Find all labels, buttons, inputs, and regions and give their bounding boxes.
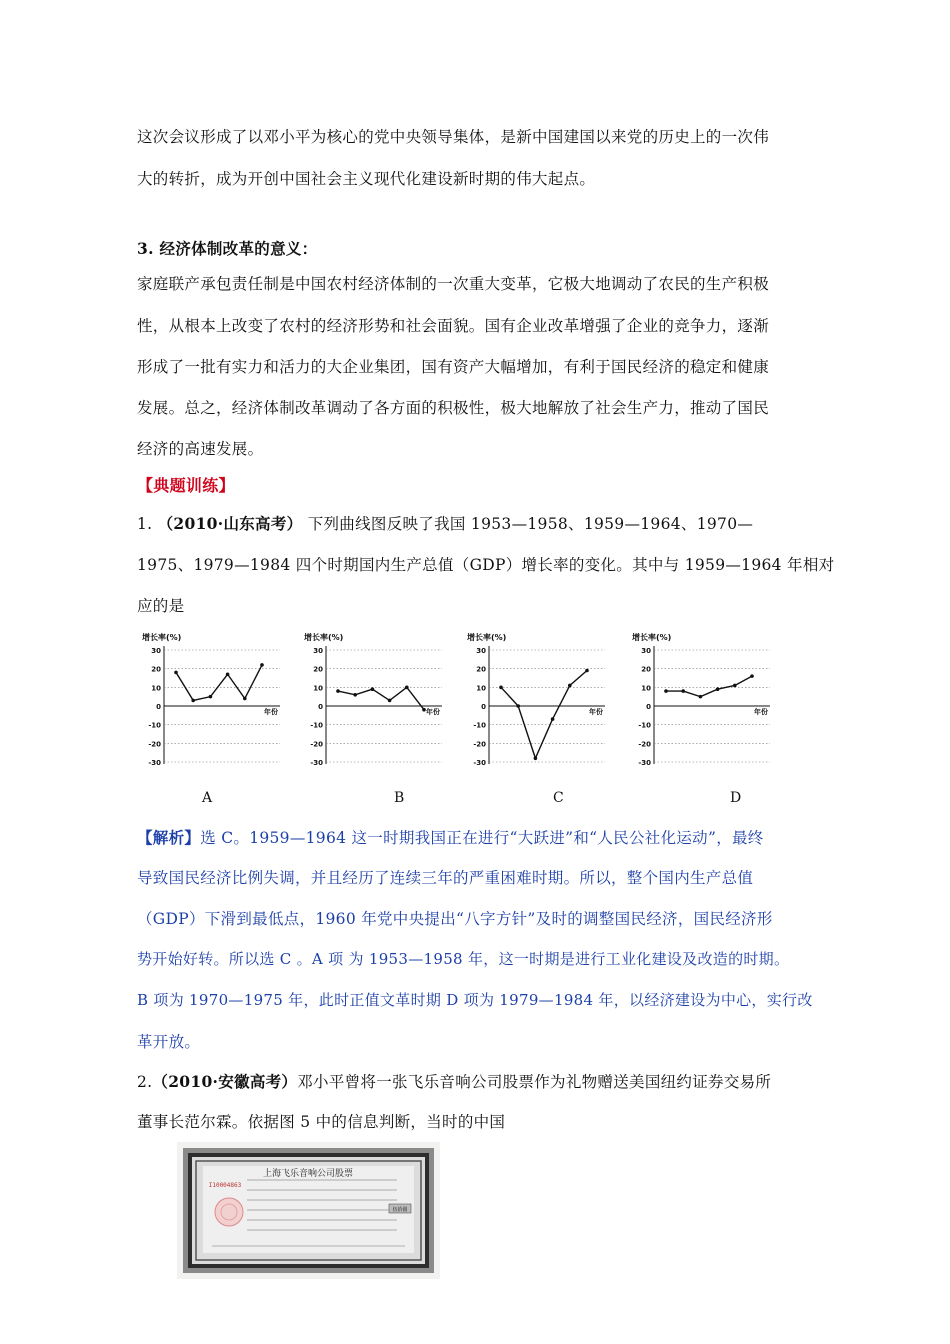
question-source: （2010·安徽高考） xyxy=(152,1072,298,1091)
y-tick-label: 0 xyxy=(481,703,486,711)
data-point xyxy=(699,695,703,699)
analysis-line: 导致国民经济比例失调，并且经历了连续三年的严重困难时期。所以，整个国内生产总值 xyxy=(137,869,754,887)
y-tick-label: -10 xyxy=(638,721,651,730)
y-tick-label: 0 xyxy=(318,703,323,711)
y-tick-label: 10 xyxy=(476,684,486,693)
question-text: 邓小平曾将一张飞乐音响公司股票作为礼物赠送美国纽约证券交易所 xyxy=(297,1073,772,1091)
y-tick-label: 30 xyxy=(313,647,323,655)
y-tick-label: 10 xyxy=(641,684,651,693)
x-axis-label: 年份 xyxy=(589,708,603,716)
data-point xyxy=(733,684,737,688)
chart-d xyxy=(630,628,780,768)
data-point xyxy=(750,674,754,678)
question-2-line: 董事长范尔霖。依据图 5 中的信息判断，当时的中国 xyxy=(137,1113,506,1131)
chart-c xyxy=(465,628,615,768)
series-line xyxy=(176,665,262,700)
stock-title: 上海飞乐音响公司股票 xyxy=(262,1169,354,1179)
data-point xyxy=(716,687,720,691)
stock-serial: I10004863 xyxy=(208,1182,242,1189)
analysis-line: 势开始好转。所以选 C 。A 项 为 1953—1958 年，这一时期是进行工业化建设及改造的时期。 xyxy=(137,950,790,968)
analysis-line: （GDP）下滑到最低点，1960 年党中央提出“八字方针”及时的调整国民经济，国民经济形 xyxy=(137,910,773,928)
chart-b-label: B xyxy=(394,790,405,806)
analysis-line: B 项为 1970—1975 年，此时正值文革时期 D 项为 1979—1984 年，以经济建设为中心，实行改 xyxy=(137,991,813,1009)
y-tick-label: 10 xyxy=(151,684,161,693)
y-tick-label: -20 xyxy=(473,740,486,749)
y-tick-label: 20 xyxy=(313,665,323,674)
analysis-line xyxy=(137,826,764,848)
question-source: （2010·山东高考） xyxy=(157,514,303,533)
y-tick-label: -30 xyxy=(473,759,486,767)
data-point xyxy=(243,697,247,701)
x-axis-label: 年份 xyxy=(754,708,768,716)
data-point xyxy=(534,756,538,760)
question-number: 2. xyxy=(137,1073,153,1091)
training-heading: 【典题训练】 xyxy=(137,476,235,495)
y-tick-label: -30 xyxy=(148,759,161,767)
analysis-line: 革开放。 xyxy=(137,1033,201,1051)
data-point xyxy=(568,684,572,688)
data-point xyxy=(260,663,264,667)
y-tick-label: -30 xyxy=(638,759,651,767)
y-tick-label: 30 xyxy=(151,647,161,655)
question-number: 1. xyxy=(137,515,153,533)
question-1-line xyxy=(137,512,753,534)
y-axis-label: 增长率(%) xyxy=(304,633,344,642)
question-1-line: 1975、1979—1984 四个时期国内生产总值（GDP）增长率的变化。其中与 1959—1964 年相对 xyxy=(137,556,835,574)
stock-certificate-image xyxy=(177,1142,440,1279)
data-point xyxy=(336,689,340,693)
data-point xyxy=(516,704,520,708)
data-point xyxy=(226,672,230,676)
data-point xyxy=(388,699,392,703)
y-tick-label: 0 xyxy=(646,703,651,711)
stock-denomination: 伍拾圆 xyxy=(392,1207,408,1213)
data-point xyxy=(209,695,213,699)
data-point xyxy=(371,687,375,691)
y-tick-label: -20 xyxy=(310,740,323,749)
y-axis-label: 增长率(%) xyxy=(142,633,182,642)
chart-a-label: A xyxy=(202,790,213,806)
paragraph-line: 大的转折，成为开创中国社会主义现代化建设新时期的伟大起点。 xyxy=(137,170,596,188)
data-point xyxy=(422,708,426,712)
series-line xyxy=(666,676,752,697)
chart-c-label: C xyxy=(553,790,564,806)
data-point xyxy=(174,671,178,675)
y-tick-label: -20 xyxy=(148,740,161,749)
analysis-tag: 【解析】 xyxy=(137,828,201,847)
y-tick-label: 30 xyxy=(476,647,486,655)
data-point xyxy=(551,717,555,721)
y-tick-label: -10 xyxy=(473,721,486,730)
x-axis-label: 年份 xyxy=(264,708,278,716)
y-tick-label: 20 xyxy=(151,665,161,674)
data-point xyxy=(681,689,685,693)
y-tick-label: 10 xyxy=(313,684,323,693)
question-2-line xyxy=(137,1070,771,1092)
paragraph-line: 形成了一批有实力和活力的大企业集团，国有资产大幅增加，有利于国民经济的稳定和健康 xyxy=(137,358,770,376)
y-tick-label: -30 xyxy=(310,759,323,767)
y-tick-label: 20 xyxy=(476,665,486,674)
paragraph-line: 发展。总之，经济体制改革调动了各方面的积极性，极大地解放了社会生产力，推动了国民 xyxy=(137,399,770,417)
y-tick-label: -20 xyxy=(638,740,651,749)
chart-d-label: D xyxy=(730,790,742,806)
question-text: 下列曲线图反映了我国 1953—1958、1959—1964、1970— xyxy=(307,515,754,533)
y-tick-label: 30 xyxy=(641,647,651,655)
y-tick-label: -10 xyxy=(148,721,161,730)
y-axis-label: 增长率(%) xyxy=(632,633,672,642)
series-line xyxy=(501,671,587,759)
paragraph-line: 性，从根本上改变了农村的经济形势和社会面貌。国有企业改革增强了企业的竞争力，逐渐 xyxy=(137,317,770,335)
y-tick-label: 20 xyxy=(641,665,651,674)
x-axis-label: 年份 xyxy=(426,708,440,716)
data-point xyxy=(499,686,503,690)
question-1-line: 应的是 xyxy=(137,597,185,615)
data-point xyxy=(405,686,409,690)
section-heading: 3. 经济体制改革的意义： xyxy=(137,239,318,258)
y-tick-label: 0 xyxy=(156,703,161,711)
analysis-text: 选 C。1959—1964 这一时期我国正在进行“大跃进”和“人民公社化运动”，最终 xyxy=(200,829,764,847)
data-point xyxy=(585,669,589,673)
paragraph-line: 这次会议形成了以邓小平为核心的党中央领导集体，是新中国建国以来党的历史上的一次伟 xyxy=(137,128,770,146)
y-tick-label: -10 xyxy=(310,721,323,730)
paragraph-line: 家庭联产承包责任制是中国农村经济体制的一次重大变革，它极大地调动了农民的生产积极 xyxy=(137,275,770,293)
data-point xyxy=(353,693,357,697)
chart-b xyxy=(302,628,452,768)
data-point xyxy=(664,689,668,693)
y-axis-label: 增长率(%) xyxy=(467,633,507,642)
data-point xyxy=(191,699,195,703)
chart-a xyxy=(140,628,290,768)
paragraph-line: 经济的高速发展。 xyxy=(137,440,264,458)
